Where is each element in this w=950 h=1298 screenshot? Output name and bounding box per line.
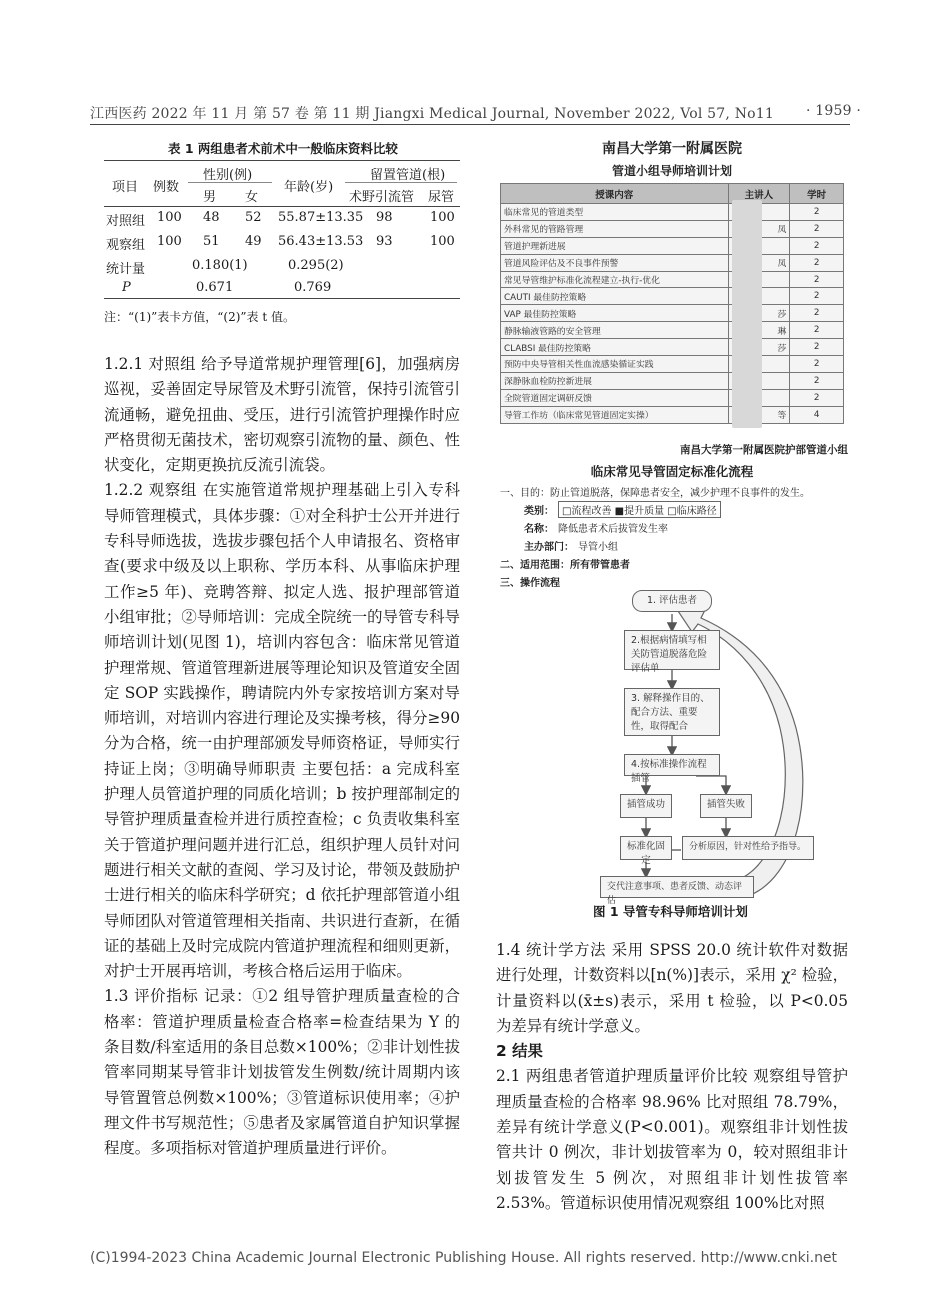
course-name: 导管工作坊（临床常见管道固定实操） <box>501 406 729 423</box>
th-urine: 尿管 <box>428 190 455 205</box>
section-2-heading: 2 结果 <box>496 1042 543 1061</box>
cell-drain: 98 <box>376 210 393 225</box>
th-age: 年龄(岁) <box>284 180 334 195</box>
table-row <box>501 237 844 254</box>
cell-cases: 100 <box>157 210 182 225</box>
table-bottom-rule <box>104 298 460 299</box>
flow-step-assess: 1. 评估患者 <box>632 590 712 612</box>
operation-heading: 三、操作流程 <box>500 578 560 589</box>
course-name: 管道风险评估及不良事件预警 <box>501 254 729 271</box>
course-hours: 2 <box>790 254 844 271</box>
course-hours: 2 <box>790 204 844 221</box>
table-row <box>501 356 844 373</box>
course-hours: 2 <box>790 322 844 339</box>
category-label: 类别： <box>524 506 554 517</box>
course-name: CLABSI 最佳防控策略 <box>501 339 729 356</box>
para-1-4: 1.4 统计学方法 采用 SPSS 20.0 统计软件对数据进行处理，计数资料以[n(%)]表示，采用 χ² 检验，计量资料以(x̄±s)表示，采用 t 检验，以 P<0.05 为差异有统计学意义。 <box>496 941 848 1035</box>
th-hours: 学时 <box>790 184 844 204</box>
table-row <box>501 288 844 305</box>
left-column <box>104 352 460 1162</box>
th-item: 项目 <box>112 180 139 195</box>
course-lecturer: 凤 <box>728 254 790 271</box>
course-hours: 2 <box>790 237 844 254</box>
para-1-2-1: 1.2.1 对照组 给予导道常规护理管理[6]，加强病房巡视，妥善固定导尿管及术野引流管，保持引流管引流通畅，避免扭曲、受压，进行引流管护理操作时应严格贯彻无菌技术，密切观察引流物的量、颜色、性状变化，定期更换抗反流引流袋。 <box>104 355 460 475</box>
copyright-footer: (C)1994-2023 China Academic Journal Electronic Publishing House. All rights reserved. http://www.cnki.net <box>90 1250 838 1266</box>
course-name: 静脉输液管路的安全管理 <box>501 322 729 339</box>
name-label: 名称： <box>524 524 554 535</box>
th-content: 授课内容 <box>501 184 729 204</box>
course-name: 全院管道固定调研反馈 <box>501 389 729 406</box>
figure-caption: 图 1 导管专科导师培训计划 <box>593 904 748 919</box>
cell-stat-sex: 0.180(1) <box>192 258 248 273</box>
course-name: VAP 最佳防控策略 <box>501 305 729 322</box>
name-value: 降低患者术后拔管发生率 <box>558 524 668 535</box>
sex-subrule <box>188 182 272 183</box>
th-cases: 例数 <box>153 180 180 195</box>
cell-urine: 100 <box>430 234 455 249</box>
redaction-block <box>732 200 762 428</box>
table-row <box>501 204 844 221</box>
cell-male: 51 <box>203 234 220 249</box>
para-2-1: 2.1 两组患者管道护理质量评价比较 观察组导管护理质量查检的合格率 98.96% 比对照组 78.79%，差异有统计学意义(P<0.001)。观察组非计划性拔管共计 0 例次，非计划拔管率为 0，较对照组非计划拔管发生 5 例次，对照组非计划性拔管率 2.53%。管道标识使用情况观察组 100%比对照 <box>496 1067 848 1212</box>
header-rule <box>90 124 850 125</box>
dept-value: 导管小组 <box>578 542 618 553</box>
cell-p-age: 0.769 <box>294 280 332 295</box>
flow-step-final: 交代注意事项、患者反馈、动态评估 <box>600 876 754 898</box>
flow-step-fix: 标准化固定 <box>620 836 672 860</box>
cell-urine: 100 <box>430 210 455 225</box>
cell-group: 观察组 <box>106 238 146 253</box>
th-female: 女 <box>245 190 259 205</box>
dept-label: 主办部门： <box>524 542 574 553</box>
course-lecturer: 等 <box>728 406 790 423</box>
th-male: 男 <box>203 190 217 205</box>
tube-subrule <box>345 182 457 183</box>
cell-female: 52 <box>245 210 262 225</box>
scope: 二、适用范围：所有带管患者 <box>500 560 630 571</box>
course-name: 深静脉血栓防控新进展 <box>501 372 729 389</box>
group-signature: 南昌大学第一附属医院护部管道小组 <box>680 444 848 456</box>
figure-1 <box>496 138 848 906</box>
running-header: 江西医药 2022 年 11 月 第 57 卷 第 11 期 Jiangxi Medical Journal, November 2022, Vol 57, No11 <box>90 106 774 122</box>
course-lecturer: 琳 <box>728 322 790 339</box>
flow-step-explain: 3. 解释操作目的、配合方法、重要性，取得配合 <box>624 688 720 736</box>
course-lecturer: 莎 <box>728 339 790 356</box>
table-row <box>501 322 844 339</box>
cell-age: 55.87±13.35 <box>278 210 364 225</box>
cell-female: 49 <box>245 234 262 249</box>
arrow-failure <box>696 776 726 793</box>
cell-stat-label: 统计量 <box>106 262 146 277</box>
cell-male: 48 <box>203 210 220 225</box>
course-hours: 2 <box>790 389 844 406</box>
table-row <box>501 220 844 237</box>
course-name: CAUTI 最佳防控策略 <box>501 288 729 305</box>
figure-hospital-title: 南昌大学第一附属医院 <box>602 141 742 157</box>
para-1-2-2: 1.2.2 观察组 在实施管道常规护理基础上引入专科导师管理模式，具体步骤：①对全科护士公开并进行专科导师选拔，选拔步骤包括个人申请报名、资格审查(要求中级及以上职称、学历本科、从事临床护理工作≥5 年)、竞聘答辩、拟定人选、报护理部管道小组审批；②导师培训：完成全院统一的导管专科导师培训计划(见图 1)，培训内容包含：临床常见管道护理常规、管道管理新进展等理论知识及管道安全固定 SOP 实践操作，聘请院内外专家按培训方案对导师培训，对培训内容进行理论及实操考核，得分≥90 分为合格，统一由护理部颁发导师资格证，导师实行持证上岗；③明确导师职责 主要包括：a 完成科室护理人员管道护理的同质化培训；b 按护理部制定的导管护理质量查检并进行质控查检；c 负责收集科室关于管道护理问题并进行汇总，组织护理人员针对问题进行相关文献的查阅、学习及讨论，带领及鼓励护士进行相关的临床科学研究；d 依托护理部管道小组导师团队对管道管理相关指南、共识进行查新，在循证的基础上及时完成院内管道护理流程和细则更新，对护士开展再培训，考核合格后运用于临床。 <box>104 481 460 981</box>
flow-step-analyze: 分析原因，针对性给予指导。 <box>682 836 814 860</box>
th-sex: 性别(例) <box>203 168 253 183</box>
flow-title: 临床常见导管固定标准化流程 <box>590 464 754 479</box>
course-name: 预防中央导管相关性血流感染循证实践 <box>501 356 729 373</box>
course-hours: 2 <box>790 220 844 237</box>
flow-step-failure: 插管失败 <box>700 794 752 818</box>
course-hours: 2 <box>790 305 844 322</box>
table-row <box>501 406 844 423</box>
course-hours: 2 <box>790 356 844 373</box>
flow-purpose: 一、目的：防止管道脱落，保障患者安全，减少护理不良事件的发生。 <box>500 488 810 499</box>
table-top-rule <box>104 160 460 161</box>
course-hours: 2 <box>790 339 844 356</box>
table-row <box>501 271 844 288</box>
course-lecturer: 莎 <box>728 305 790 322</box>
para-1-3: 1.3 评价指标 记录：①2 组导管护理质量查检的合格率：管道护理质量检查合格率=检查结果为 Y 的条目数/科室适用的条目总数×100%；②非计划性拔管率同期某导管非计划拔管发生例数/统计周期内该导管置管总例数×100%；③管道标识使用率；④护理文件书写规范性；⑤患者及家属管道自护知识掌握程度。多项指标对管道护理质量进行评价。 <box>104 987 460 1158</box>
course-lecturer: 凤 <box>728 220 790 237</box>
training-plan-table <box>500 183 844 424</box>
th-lecturer: 主讲人 <box>728 184 790 204</box>
cell-cases: 100 <box>157 234 182 249</box>
table-head-rule <box>104 206 460 207</box>
cell-stat-age: 0.295(2) <box>288 258 344 273</box>
figure-plan-title: 管道小组导师培训计划 <box>611 164 732 178</box>
course-name: 常见导管维护标准化流程建立-执行-优化 <box>501 271 729 288</box>
cell-group: 对照组 <box>106 214 146 229</box>
table-caption: 表 1 两组患者术前术中一般临床资料比较 <box>168 141 398 156</box>
course-name: 管道护理新进展 <box>501 237 729 254</box>
cell-p-sex: 0.671 <box>196 280 234 295</box>
cell-p-label: P <box>122 280 131 295</box>
course-hours: 2 <box>790 288 844 305</box>
right-column <box>496 938 848 1216</box>
cell-age: 56.43±13.53 <box>278 234 364 249</box>
table-note: 注：“(1)”表卡方值，“(2)”表 t 值。 <box>104 310 295 324</box>
cell-drain: 93 <box>376 234 393 249</box>
th-drain: 术野引流管 <box>349 190 415 205</box>
table-row <box>501 372 844 389</box>
course-hours: 2 <box>790 372 844 389</box>
th-tube: 留置管道(根) <box>370 168 446 183</box>
table-row <box>501 389 844 406</box>
table-row <box>501 339 844 356</box>
course-name: 外科常见的管路管理 <box>501 220 729 237</box>
category-options: □流程改善 ■提升质量 □临床路径 <box>558 501 721 518</box>
flow-step-intubate: 4.按标准操作流程插管 <box>624 754 720 776</box>
page-number: · 1959 · <box>806 103 862 119</box>
course-hours: 4 <box>790 406 844 423</box>
table-row <box>501 254 844 271</box>
course-hours: 2 <box>790 271 844 288</box>
flow-step-success: 插管成功 <box>620 794 672 818</box>
course-name: 临床常见的管道类型 <box>501 204 729 221</box>
table-row <box>501 305 844 322</box>
flow-step-risk-form: 2.根据病情填写相关防管道脱落危险评估单 <box>624 630 720 670</box>
